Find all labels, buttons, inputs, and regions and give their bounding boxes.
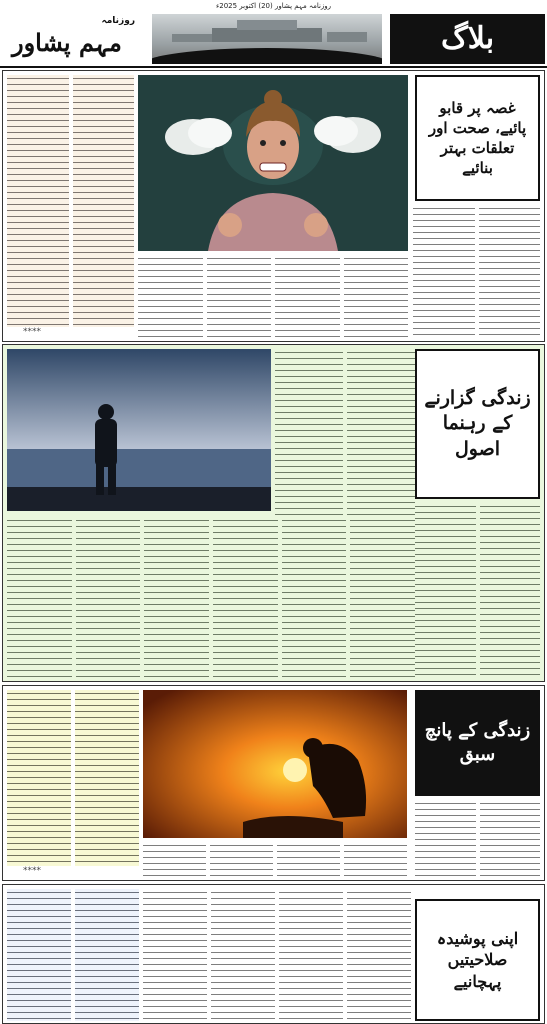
article-five-lessons [2, 685, 545, 881]
masthead-building-photo [152, 14, 382, 64]
article-headline: اپنی پوشیدہ صلاحیتیں پہچانیے [415, 899, 540, 1021]
article-text-columns-bottom [143, 842, 407, 878]
article-text-columns-right [415, 503, 540, 679]
article-end-mark: **** [23, 866, 41, 876]
article-text-columns-left [7, 690, 139, 866]
article-headline: زندگی گزارنے کے رہنما اصول [415, 349, 540, 499]
man-at-sea-illustration [7, 349, 271, 511]
article-text-columns-left [7, 889, 139, 1021]
article-hidden-talents [2, 884, 545, 1024]
dateline: روزنامہ مہم پشاور (20) اکتوبر 2025ء [215, 2, 332, 10]
logo-small-text: روزنامہ [101, 16, 135, 26]
sunset-man-illustration [143, 690, 407, 838]
article-text-columns-right [413, 205, 540, 339]
newspaper-logo [8, 16, 143, 64]
article-text-columns-top [275, 349, 415, 515]
masthead [0, 12, 547, 68]
article-life-principles [2, 344, 545, 682]
article-text-columns-bottom [138, 255, 408, 339]
section-title: بلاگ [390, 14, 545, 64]
article-text-columns-left [7, 75, 134, 327]
article-text-columns-middle [143, 889, 411, 1021]
angry-woman-illustration [138, 75, 408, 251]
article-text-columns-bottom [7, 517, 415, 679]
building-illustration [152, 14, 382, 64]
article-text-columns-right [415, 800, 540, 878]
article-end-mark: **** [23, 327, 41, 337]
angry-woman-photo [138, 75, 408, 251]
man-at-sea-photo [7, 349, 271, 511]
sunset-man-photo [143, 690, 407, 838]
article-headline: زندگی کے پانچ سبق [415, 690, 540, 796]
article-headline: غصہ پر قابو پائیے، صحت اور تعلقات بہتر بنائیے [415, 75, 540, 201]
logo-main-text: مہم پشاور [12, 28, 122, 57]
article-anger-control [2, 70, 545, 342]
